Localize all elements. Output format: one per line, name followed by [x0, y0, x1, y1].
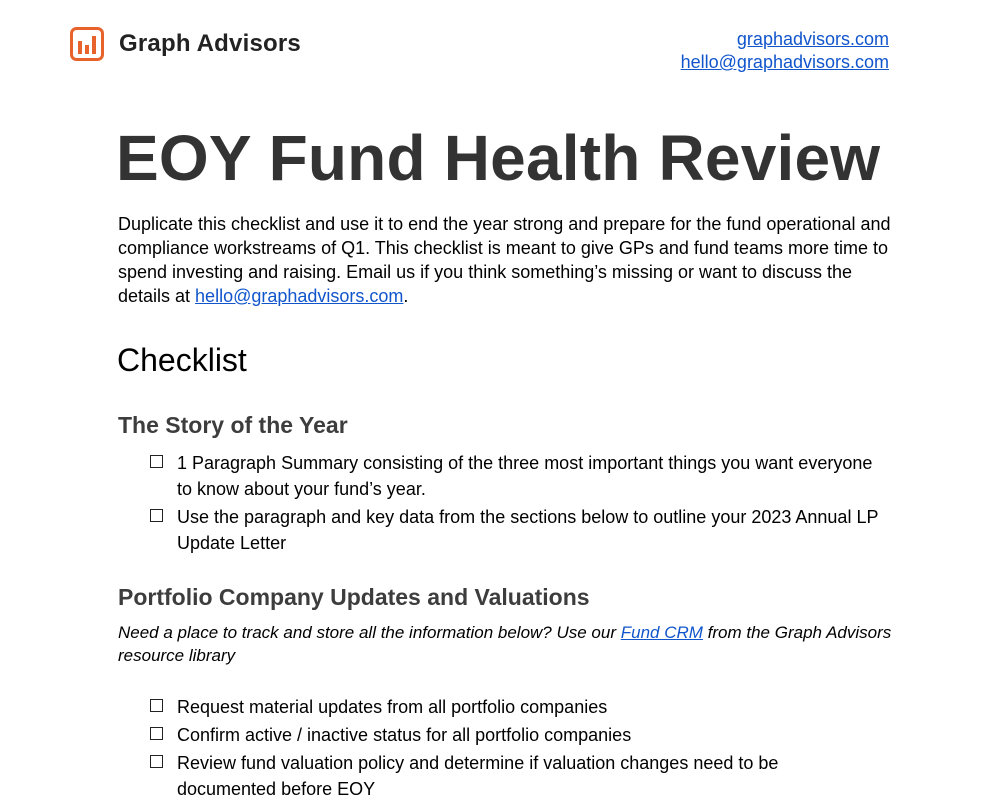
checkbox[interactable] [150, 727, 163, 740]
checkbox[interactable] [150, 509, 163, 522]
section-heading-story: The Story of the Year [118, 412, 348, 438]
website-link[interactable]: graphadvisors.com [736, 29, 889, 49]
intro-email-link[interactable]: hello@graphadvisors.com [195, 286, 404, 306]
checklist-item-label: Confirm active / inactive status for all portfolio companies [177, 725, 632, 745]
checklist-item[interactable] [150, 722, 880, 748]
intro-suffix: . [403, 286, 409, 306]
intro-paragraph [118, 212, 898, 308]
note-suffix: from the Graph Advisors resource library [118, 623, 892, 665]
checkbox[interactable] [150, 755, 163, 768]
checkbox[interactable] [150, 699, 163, 712]
fund-crm-link[interactable]: Fund CRM [620, 623, 703, 642]
checklist-item-label: Review fund valuation policy and determine if valuation changes need to be documented before EOY [177, 753, 779, 799]
bar-chart-logo-icon [70, 27, 104, 61]
page-title: EOY Fund Health Review [116, 122, 881, 194]
checklist-item-label: 1 Paragraph Summary consisting of the three most important things you want everyone to know about your fund’s year. [177, 453, 873, 499]
contact-links [681, 28, 889, 74]
note-prefix: Need a place to track and store all the information below? Use our [118, 623, 621, 642]
email-link[interactable]: hello@graphadvisors.com [680, 52, 889, 72]
section-heading-portfolio: Portfolio Company Updates and Valuations [118, 584, 590, 610]
brand-name: Graph Advisors [119, 30, 301, 57]
logo [70, 27, 301, 61]
portfolio-checklist [150, 694, 880, 804]
intro-text: Duplicate this checklist and use it to end the year strong and prepare for the fund operational and compliance workstreams of Q1. This checklist is meant to give GPs and fund teams more time to spend investing and raising. Email us if you think something’s missing or want to discuss the details at [118, 214, 891, 306]
checkbox[interactable] [150, 455, 163, 468]
checklist-item[interactable] [150, 750, 880, 802]
checklist-item[interactable] [150, 450, 880, 502]
checklist-item-label: Request material updates from all portfolio companies [177, 697, 608, 717]
checklist-item-label: Use the paragraph and key data from the sections below to outline your 2023 Annual LP Update Letter [177, 507, 879, 553]
checklist-heading: Checklist [117, 342, 247, 378]
story-checklist [150, 450, 880, 558]
checklist-item[interactable] [150, 504, 880, 556]
portfolio-note [118, 621, 898, 667]
checklist-item[interactable] [150, 694, 880, 720]
